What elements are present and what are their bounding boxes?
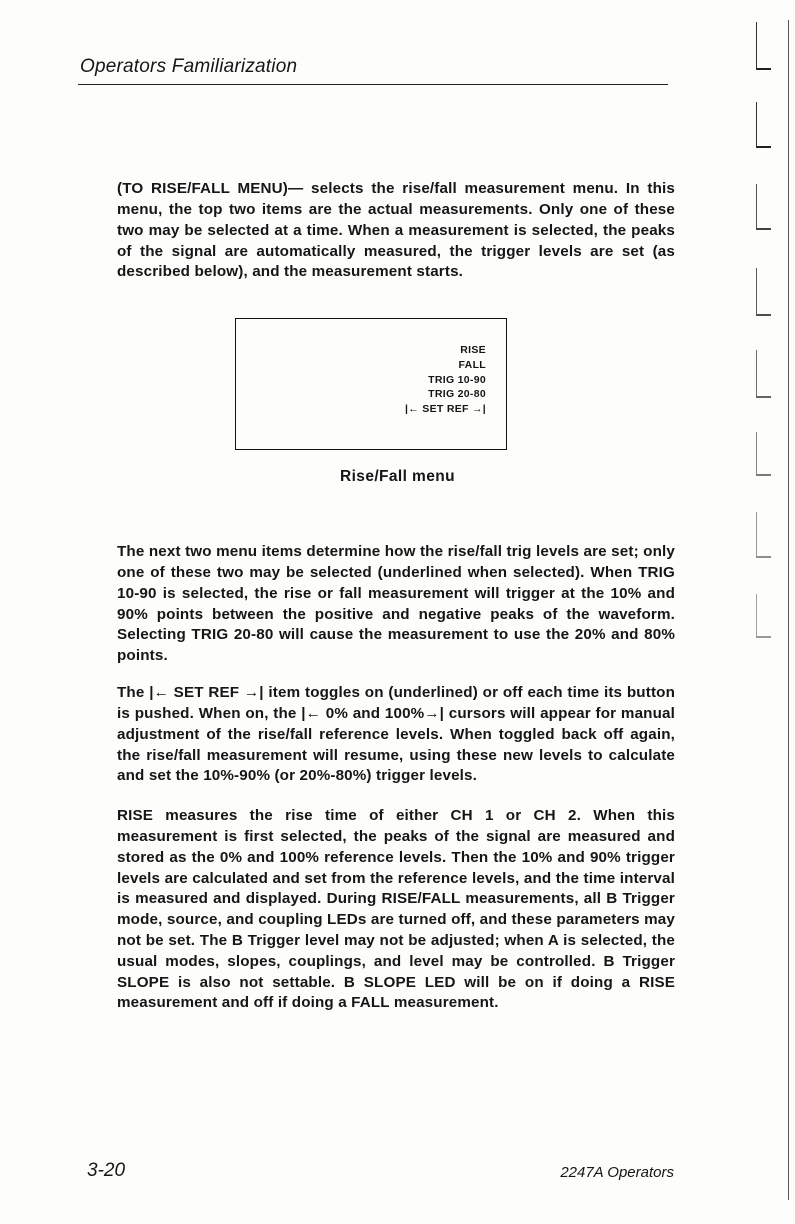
paragraph-set-ref: The |← SET REF →| item toggles on (underlined) or off each time its button is pushed. When on, the |← 0% and 100%→| cursors will appear for manual adjustment of the rise/fall reference levels. When toggled back off again, the rise/fall measurement will resume, using these new levels to calculate and set the 10%-90% (or 20%-80%) trigger levels. bbox=[117, 684, 675, 785]
tab-mark bbox=[756, 594, 771, 638]
menu-item-list bbox=[405, 343, 486, 417]
page-edge-tabs bbox=[750, 0, 795, 1224]
manual-name: 2247A Operators bbox=[560, 1164, 674, 1181]
tab-mark bbox=[756, 184, 771, 230]
tab-mark bbox=[756, 102, 771, 148]
menu-item-rise: RISE bbox=[460, 344, 486, 356]
paragraph-rise-measurement: RISE measures the rise time of either CH 1 or CH 2. When this measurement is first selected, the peaks of the signal are measured and stored as the 0% and 100% reference levels. Then the 10% and 90% trigger levels are calculated and set from the reference levels, and the time interval is measured and displayed. During RISE/FALL measurements, all B Trigger mode, source, and coupling LEDs are turned off, and these parameters may not be set. The B Trigger level may not be adjusted; when A is selected, the usual modes, slopes, couplings, and level may be controlled. B Trigger SLOPE is also not settable. B SLOPE LED will be on if doing a RISE measurement and off if doing a FALL measurement. bbox=[117, 807, 675, 1012]
page-number: 3-20 bbox=[87, 1160, 126, 1181]
tab-mark bbox=[756, 22, 771, 70]
menu-item-trig-10-90: TRIG 10-90 bbox=[428, 373, 486, 386]
tab-mark bbox=[756, 268, 771, 316]
page-edge-line bbox=[788, 20, 789, 1200]
menu-item-fall: FALL bbox=[458, 358, 486, 371]
paragraph-rise-fall-menu: (TO RISE/FALL MENU)— selects the rise/fall measurement menu. In this menu, the top two items are the actual measurements. Only one of these two may be selected at a time. When a measurement is selected, the peaks of the signal are automatically measured, the trigger levels are set (as described below), and the measurement starts. bbox=[117, 180, 675, 281]
header-rule bbox=[78, 84, 668, 85]
menu-item-trig-20-80: TRIG 20-80 bbox=[428, 388, 486, 401]
tab-mark bbox=[756, 512, 771, 558]
figure-caption: Rise/Fall menu bbox=[340, 468, 455, 485]
paragraph-trig-levels: The next two menu items determine how the rise/fall trig levels are set; only one of these two may be selected (underlined when selected). When TRIG 10-90 is selected, the rise or fall measurement will trigger at the 10% and 90% points between the positive and negative peaks of the waveform. Selecting TRIG 20-80 will cause the measurement to use the 20% and 80% points. bbox=[117, 543, 675, 665]
rise-fall-menu-figure bbox=[235, 318, 507, 450]
menu-item-set-ref: |← SET REF →| bbox=[405, 403, 486, 416]
tab-mark bbox=[756, 350, 771, 398]
running-header: Operators Familiarization bbox=[80, 56, 298, 77]
tab-mark bbox=[756, 432, 771, 476]
